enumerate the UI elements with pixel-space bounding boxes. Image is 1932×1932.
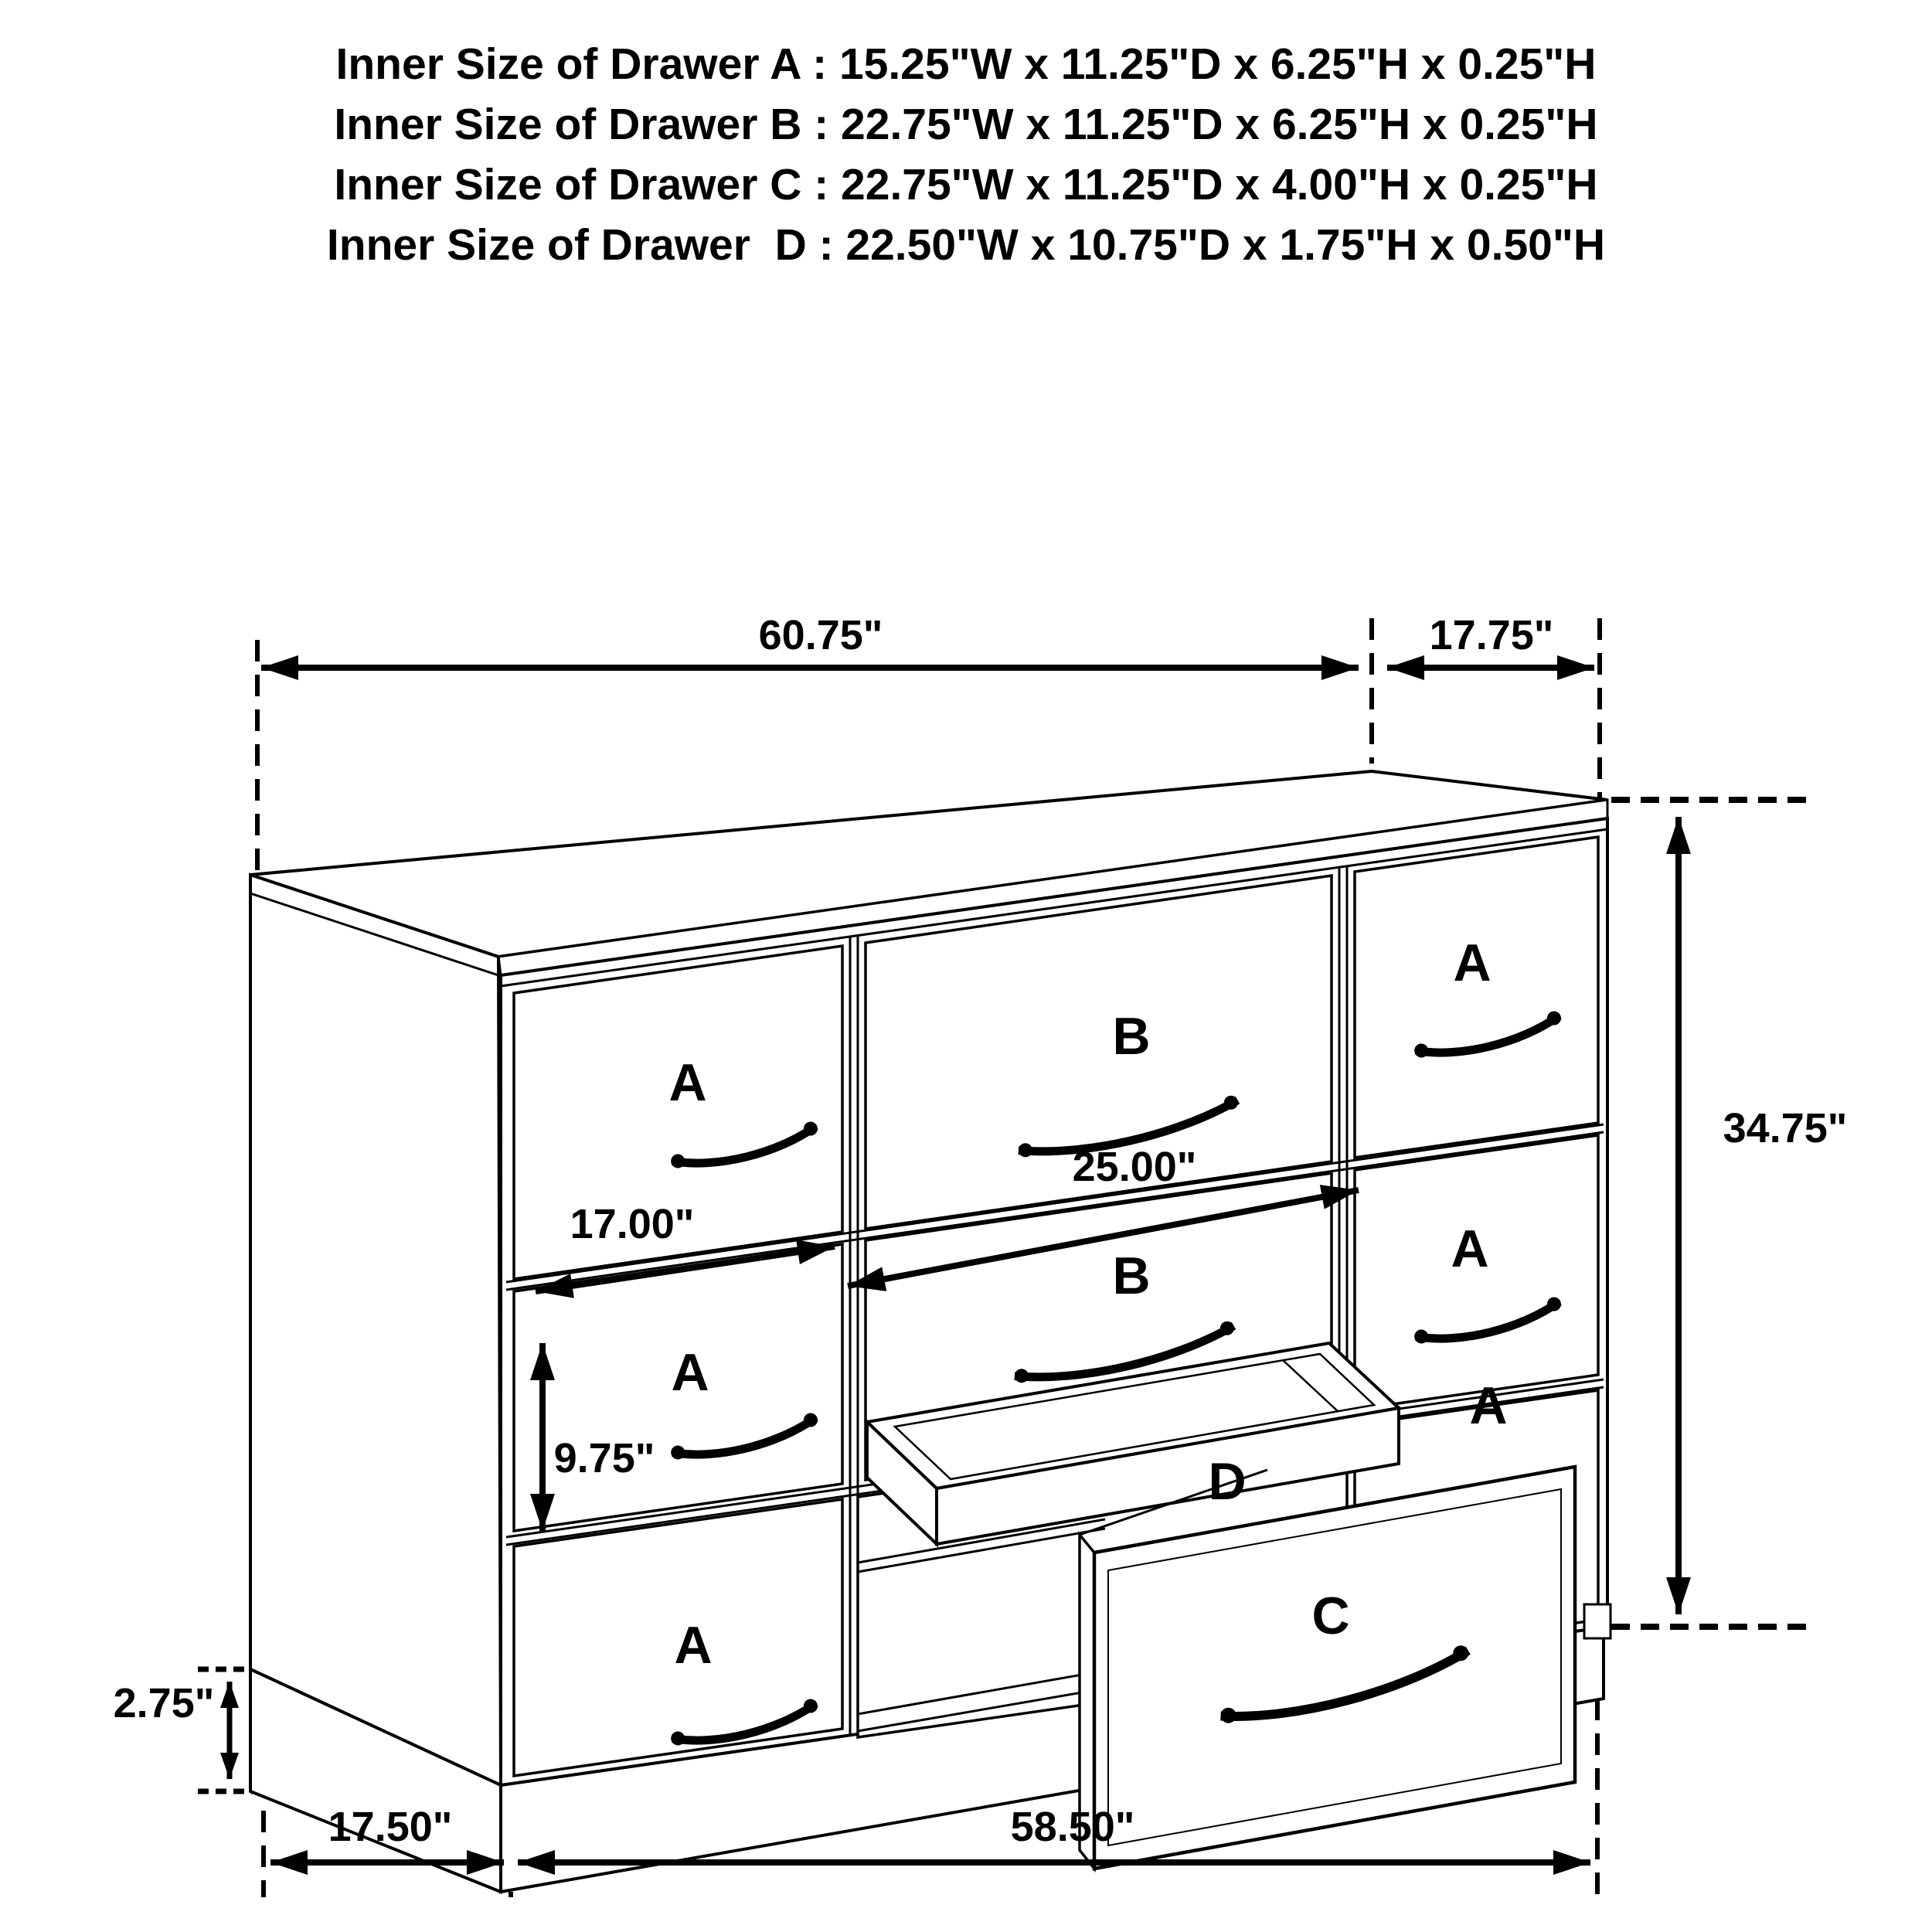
dim-base-front-width-label: 58.50" [1010, 1804, 1135, 1850]
dim-overall-height-label: 34.75" [1723, 1105, 1848, 1151]
header-line-drawer-a: Inner Size of Drawer A : 15.25"W x 11.25"D x 6.25"H x 0.25"H [335, 39, 1597, 89]
header-title-block [327, 39, 1605, 270]
drawer-a4-label: A [1453, 934, 1492, 992]
dim-drawer-b-width-label: 25.00" [1072, 1144, 1197, 1190]
drawer-a5-label: A [1451, 1219, 1489, 1278]
drawer-b2-label: B [1112, 1247, 1151, 1305]
header-line-drawer-c: Inner Size of Drawer C : 22.75"W x 11.25"D x 4.00"H x 0.25"H [334, 160, 1598, 209]
front-right-corner-detail [1584, 1604, 1611, 1638]
drawer-c-label: C [1311, 1587, 1350, 1645]
drawer-a3-label: A [674, 1616, 713, 1675]
dim-drawer-a-width-label: 17.00" [570, 1201, 695, 1247]
drawer-a1-label: A [668, 1053, 707, 1112]
header-line-drawer-b: Inner Size of Drawer B : 22.75"W x 11.25"D x 6.25"H x 0.25"H [334, 100, 1598, 149]
dim-drawer-stack-height-label: 9.75" [553, 1435, 655, 1481]
drawer-d-label: D [1208, 1452, 1247, 1511]
drawer-b1-label: B [1112, 1007, 1151, 1066]
dim-top-width-label: 60.75" [758, 612, 883, 658]
drawer-a6-label: A [1469, 1376, 1508, 1435]
header-line-drawer-d: Inner Size of Drawer D : 22.50"W x 10.75"D x 1.75"H x 0.50"H [326, 220, 1606, 270]
dresser-side-panel [250, 875, 501, 1785]
drawer-a4-front [1355, 837, 1598, 1158]
drawer-a2-label: A [671, 1343, 709, 1402]
dim-base-depth-label: 17.50" [328, 1804, 453, 1850]
dim-base-height-label: 2.75" [113, 1680, 215, 1726]
dim-top-depth-label: 17.75" [1429, 612, 1554, 658]
